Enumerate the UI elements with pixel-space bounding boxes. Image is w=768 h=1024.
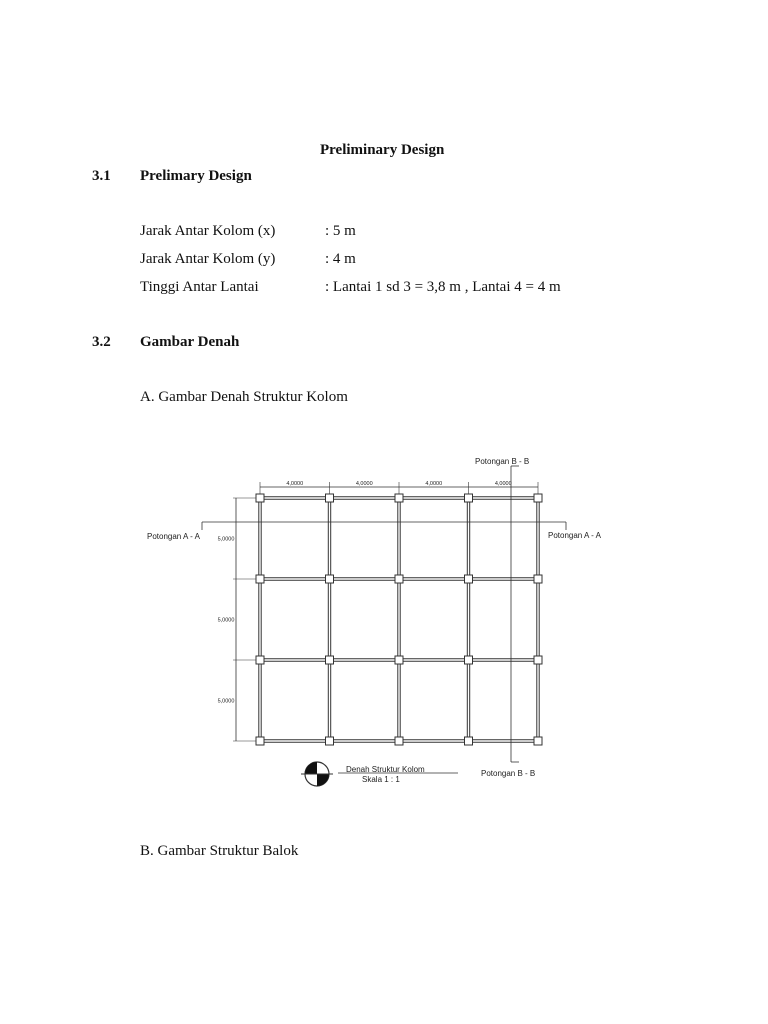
- column-marker: [256, 656, 264, 664]
- column-marker: [395, 575, 403, 583]
- column-marker: [326, 656, 334, 664]
- column-marker: [534, 656, 542, 664]
- y-dimension-label: 5,0000: [217, 536, 235, 543]
- column-marker: [256, 575, 264, 583]
- page-title: Preliminary Design: [320, 142, 445, 158]
- column-marker: [534, 494, 542, 502]
- property-height-label: Tinggi Antar Lantai: [140, 279, 259, 295]
- section-b-top-label: Potongan B - B: [475, 457, 530, 466]
- column-marker: [465, 575, 473, 583]
- column-marker: [326, 575, 334, 583]
- column-marker: [465, 656, 473, 664]
- section-3-2-number: 3.2: [92, 334, 111, 350]
- property-height-value: : Lantai 1 sd 3 = 3,8 m , Lantai 4 = 4 m: [325, 279, 561, 295]
- column-marker: [395, 737, 403, 745]
- y-dimension-label: 5,0000: [217, 617, 235, 624]
- y-dimension-label: 5,0000: [217, 698, 235, 705]
- column-marker: [534, 737, 542, 745]
- column-marker: [465, 494, 473, 502]
- column-marker: [395, 656, 403, 664]
- subheading-b: B. Gambar Struktur Balok: [140, 843, 299, 859]
- column-marker: [534, 575, 542, 583]
- subheading-a: A. Gambar Denah Struktur Kolom: [140, 389, 348, 405]
- property-y-label: Jarak Antar Kolom (y): [140, 251, 276, 267]
- section-a-left-label: Potongan A - A: [147, 532, 200, 541]
- column-marker: [395, 494, 403, 502]
- caption-symbol-quadrant: [317, 774, 329, 786]
- section-3-1-title: Prelimary Design: [140, 168, 252, 184]
- x-dimension-label: 4,0000: [494, 481, 512, 487]
- section-b-bottom-label: Potongan B - B: [481, 769, 536, 778]
- caption-title: Denah Struktur Kolom: [346, 765, 425, 774]
- property-x-value: : 5 m: [325, 223, 356, 239]
- column-marker: [256, 737, 264, 745]
- column-marker: [465, 737, 473, 745]
- x-dimension-label: 4,0000: [286, 481, 304, 487]
- x-dimension-label: 4,0000: [355, 481, 373, 487]
- section-3-1-number: 3.1: [92, 168, 111, 184]
- property-y-value: : 4 m: [325, 251, 356, 267]
- section-a-right-label: Potongan A - A: [548, 531, 601, 540]
- column-plan-drawing: [140, 440, 620, 810]
- column-marker: [326, 737, 334, 745]
- caption-scale: Skala 1 : 1: [362, 775, 400, 784]
- x-dimension-label: 4,0000: [425, 481, 443, 487]
- column-marker: [256, 494, 264, 502]
- section-3-2-title: Gambar Denah: [140, 334, 240, 350]
- column-marker: [326, 494, 334, 502]
- property-x-label: Jarak Antar Kolom (x): [140, 223, 276, 239]
- caption-symbol-quadrant: [305, 762, 317, 774]
